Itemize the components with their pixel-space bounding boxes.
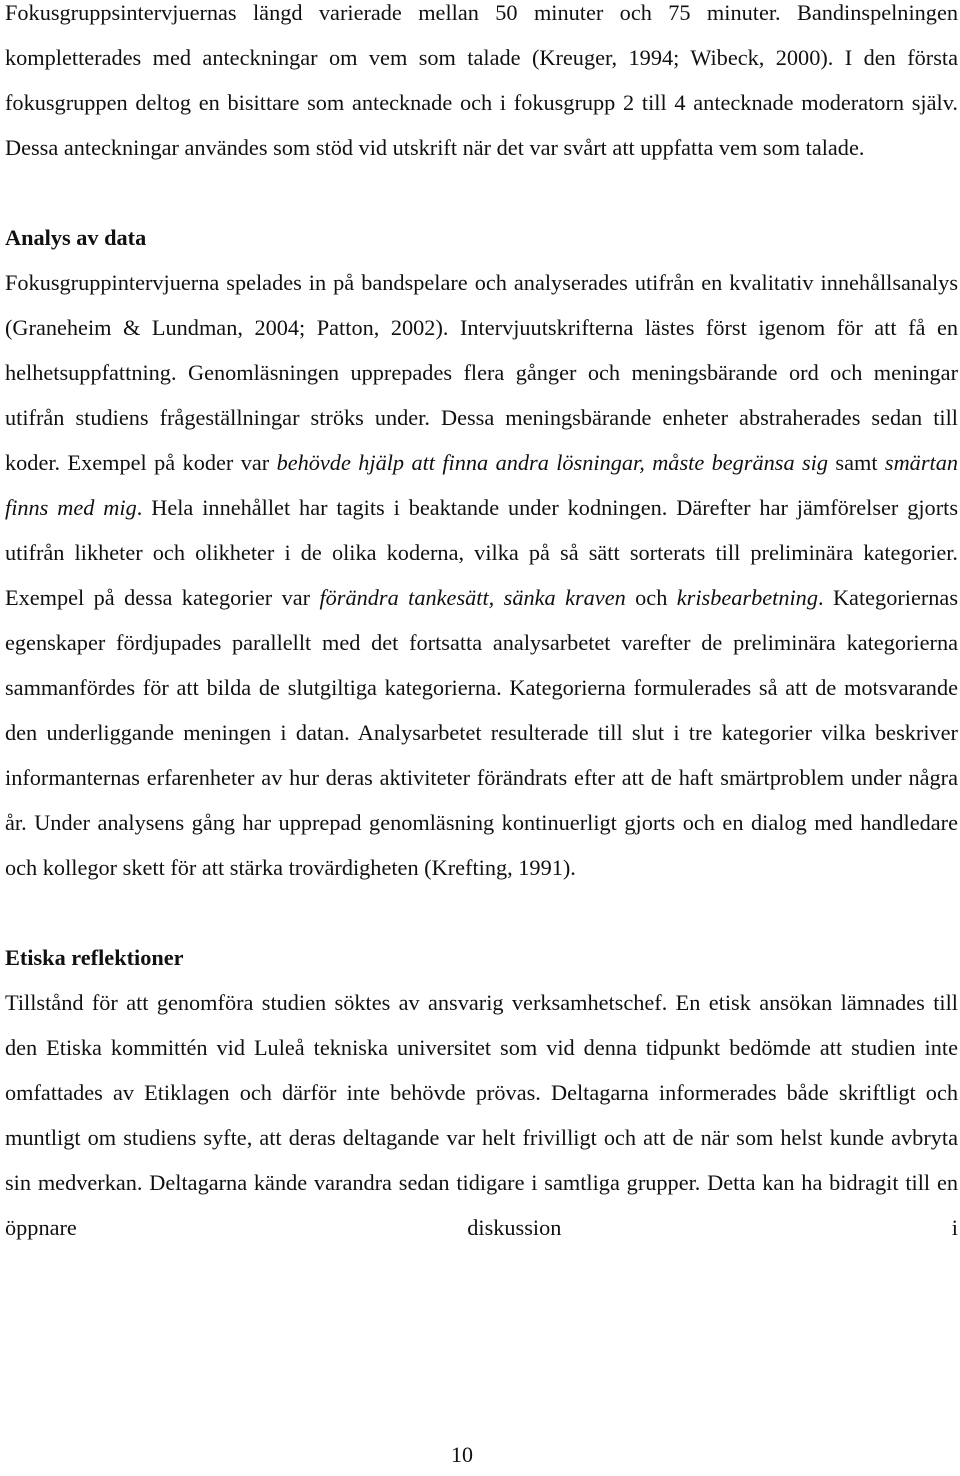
document-page (5, 0, 958, 1250)
analys-text-4: och (625, 585, 677, 610)
section-heading-etiska: Etiska reflektioner (5, 945, 184, 970)
page-number: 10 (451, 1442, 473, 1467)
analys-code-example-pain: smärtan finns med mig (5, 450, 959, 520)
analys-text-1: Fokusgruppintervjuerna spelades in på bandspelare och analyserades utifrån en kvalitativ innehållsanalys (Graneheim & Lundman, 2004; Patton, 2002). Intervjuutskrifterna lästes först igenom för att få en helhetsuppfattning. Genomläsningen upprepades flera gånger och meningsbärande ord och meningar utifrån studiens frågeställningar ströks under. Dessa meningsbärande enheter abstraherades sedan till koder. Exempel på koder var (5, 270, 958, 475)
analys-text-5: . Kategoriernas egenskaper fördjupades parallellt med det fortsatta analysarbetet varefter de preliminära kategorierna sammanfördes för att bilda de slutgiltiga kategorierna. Kategorierna formulerades så att de motsvarande den underliggande meningen i datan. Analysarbetet resulterade till slut i tre kategorier vilka beskriver informanternas erfarenheter av hur deras aktiviteter förändrats efter att de haft smärtproblem under några år. Under analysens gång har upprepad genomläsning kontinuerligt gjorts och en dialog med handledare och kollegor skett för att stärka trovärdigheten (Krefting, 1991). (5, 585, 958, 880)
section-heading-analys: Analys av data (5, 225, 147, 250)
analys-code-examples: behövde hjälp att finna andra lösningar, måste begränsa sig (276, 450, 829, 475)
analys-text-2: samt (828, 450, 885, 475)
analys-paragraph (5, 260, 958, 890)
analys-category-examples: förändra tankesätt, sänka kraven (319, 585, 626, 610)
etiska-paragraph: Tillstånd för att genomföra studien söktes av ansvarig verksamhetschef. En etisk ansökan lämnades till den Etiska kommittén vid Luleå tekniska universitet som vid denna tidpunkt bedömde att studien inte omfattades av Etiklagen och därför inte behövde prövas. Deltagarna informerades både skriftligt och muntligt om studiens syfte, att deras deltagande var helt frivilligt och att de när som helst kunde avbryta sin medverkan. Deltagarna kände varandra sedan tidigare i samtliga grupper. Detta kan ha bidragit till en öppnare diskussion i (5, 990, 958, 1240)
intro-paragraph: Fokusgruppsintervjuernas längd varierade mellan 50 minuter och 75 minuter. Bandinspelningen kompletterades med anteckningar om vem som talade (Kreuger, 1994; Wibeck, 2000). I den första fokusgruppen deltog en bisittare som antecknade och i fokusgrupp 2 till 4 antecknade moderatorn själv. Dessa anteckningar användes som stöd vid utskrift när det var svårt att uppfatta vem som talade. (5, 0, 958, 160)
analys-text-3: . Hela innehållet har tagits i beaktande under kodningen. Därefter har jämförelser gjorts utifrån likheter och olikheter i de olika koderna, vilka på så sätt sorterats till preliminära kategorier. Exempel på dessa kategorier var (5, 495, 959, 610)
analys-category-crisis: krisbearbetning (676, 585, 818, 610)
